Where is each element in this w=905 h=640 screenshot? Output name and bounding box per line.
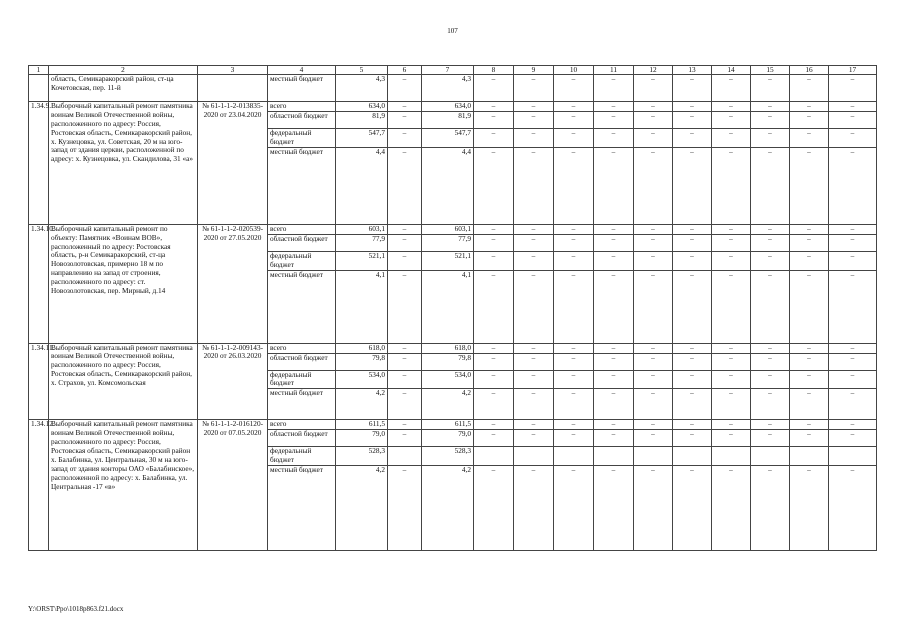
header-cell: 14 [712, 66, 751, 75]
value-col-5: 534,0 [336, 370, 388, 389]
value-col-15: – [751, 430, 790, 447]
value-col-13: – [673, 112, 712, 129]
value-col-6: – [388, 234, 422, 251]
value-col-11: – [594, 147, 634, 224]
value-col-14: – [712, 430, 751, 447]
value-col-10: – [554, 420, 594, 430]
value-col-9: – [514, 353, 554, 370]
value-col-11: – [594, 389, 634, 420]
value-col-13 [673, 447, 712, 466]
value-col-16: – [790, 370, 829, 389]
value-col-12: – [634, 102, 673, 112]
value-col-11: – [594, 102, 634, 112]
value-col-9: – [514, 370, 554, 389]
header-cell: 3 [198, 66, 268, 75]
value-col-7: 79,0 [422, 430, 474, 447]
value-col-11: – [594, 75, 634, 102]
value-col-9: – [514, 112, 554, 129]
value-col-16: – [790, 112, 829, 129]
file-path-footer: Y:\ORST\Ppo\1018p863.f21.docx [28, 605, 124, 613]
value-col-5: 4,3 [336, 75, 388, 102]
value-col-13: – [673, 147, 712, 224]
value-col-14: – [712, 112, 751, 129]
value-col-8: – [474, 147, 514, 224]
value-col-17: – [829, 75, 877, 102]
value-col-11: – [594, 112, 634, 129]
value-col-14: – [712, 466, 751, 551]
header-cell: 15 [751, 66, 790, 75]
funding-source: всего [268, 343, 336, 353]
value-col-15: – [751, 75, 790, 102]
value-col-6: – [388, 466, 422, 551]
value-col-10: – [554, 370, 594, 389]
value-col-13: – [673, 466, 712, 551]
budget-table [28, 65, 877, 551]
value-col-5: 618,0 [336, 343, 388, 353]
value-col-10: – [554, 389, 594, 420]
value-col-12: – [634, 343, 673, 353]
value-col-14: – [712, 343, 751, 353]
value-col-13: – [673, 430, 712, 447]
value-col-14: – [712, 270, 751, 343]
funding-source: всего [268, 102, 336, 112]
value-col-15: – [751, 370, 790, 389]
header-cell: 5 [336, 66, 388, 75]
value-col-12: – [634, 251, 673, 270]
value-col-10: – [554, 102, 594, 112]
value-col-14: – [712, 420, 751, 430]
value-col-16: – [790, 129, 829, 148]
value-col-15 [751, 447, 790, 466]
value-col-6: – [388, 102, 422, 112]
value-col-15: – [751, 251, 790, 270]
value-col-13: – [673, 343, 712, 353]
value-col-5: 79,0 [336, 430, 388, 447]
value-col-6: – [388, 343, 422, 353]
value-col-6: – [388, 270, 422, 343]
value-col-6: – [388, 224, 422, 234]
value-col-17: – [829, 112, 877, 129]
funding-source: федеральный бюджет [268, 447, 336, 466]
funding-source: всего [268, 224, 336, 234]
value-col-6: – [388, 430, 422, 447]
value-col-12: – [634, 430, 673, 447]
registration-number: № 61-1-1-2-013835-2020 от 23.04.2020 [198, 102, 268, 225]
value-col-15: – [751, 129, 790, 148]
value-col-12: – [634, 389, 673, 420]
value-col-10 [554, 447, 594, 466]
value-col-16: – [790, 343, 829, 353]
value-col-6: – [388, 420, 422, 430]
value-col-13: – [673, 102, 712, 112]
row-number: 1.34.9. [29, 102, 49, 225]
value-col-7: 521,1 [422, 251, 474, 270]
value-col-10: – [554, 112, 594, 129]
header-cell: 16 [790, 66, 829, 75]
value-col-11: – [594, 466, 634, 551]
value-col-15: – [751, 234, 790, 251]
value-col-5: 528,3 [336, 447, 388, 466]
value-col-17: – [829, 102, 877, 112]
value-col-8: – [474, 112, 514, 129]
value-col-9: – [514, 466, 554, 551]
value-col-16: – [790, 353, 829, 370]
value-col-6: – [388, 112, 422, 129]
value-col-14: – [712, 251, 751, 270]
header-cell: 11 [594, 66, 634, 75]
value-col-11: – [594, 420, 634, 430]
value-col-5: 81,9 [336, 112, 388, 129]
value-col-16: – [790, 466, 829, 551]
value-col-8: – [474, 129, 514, 148]
value-col-6: – [388, 353, 422, 370]
value-col-7: 77,9 [422, 234, 474, 251]
value-col-6: – [388, 129, 422, 148]
value-col-15: – [751, 270, 790, 343]
value-col-5: 4,4 [336, 147, 388, 224]
value-col-10: – [554, 430, 594, 447]
value-col-12: – [634, 420, 673, 430]
value-col-11: – [594, 234, 634, 251]
value-col-8: – [474, 251, 514, 270]
value-col-15: – [751, 353, 790, 370]
object-name: область, Семикаракорский район, ст-ца Кочетовская, пер. 11-й [49, 75, 198, 102]
value-col-15: – [751, 224, 790, 234]
funding-source: местный бюджет [268, 389, 336, 420]
value-col-16: – [790, 147, 829, 224]
value-col-16: – [790, 430, 829, 447]
value-col-14 [712, 447, 751, 466]
funding-source: федеральный бюджет [268, 251, 336, 270]
value-col-11: – [594, 224, 634, 234]
value-col-8 [474, 447, 514, 466]
value-col-14: – [712, 389, 751, 420]
value-col-7: 618,0 [422, 343, 474, 353]
value-col-16: – [790, 234, 829, 251]
object-name: Выборочный капитальный ремонт памятника воинам Великой Отечественной войны, расположенного по адресу: Россия, Ростовская область, Семикаракорский район, х. Кузнецовка, ул. Советская, 20 м на юго-запад от здания церкви, расположенной по адресу: х. Кузнецовка, ул. Скандилова, 31 «а» [49, 102, 198, 225]
object-name: Выборочный капитальный ремонт памятника воинам Великой Отечественной войны, расположенного по адресу: Россия, Ростовская область, Семикаракорский район х. Балабинка, ул. Центральная, 30 м на юго-запад от здания конторы ОАО «Балабинское», расположенной по адресу: х. Балабинка, ул. Центральная -17 «в» [49, 420, 198, 551]
value-col-9: – [514, 102, 554, 112]
value-col-13: – [673, 75, 712, 102]
value-col-11: – [594, 343, 634, 353]
registration-number: № 61-1-1-2-016120-2020 от 07.05.2020 [198, 420, 268, 551]
funding-source: областной бюджет [268, 353, 336, 370]
value-col-6: – [388, 75, 422, 102]
value-col-8: – [474, 102, 514, 112]
value-col-13: – [673, 370, 712, 389]
header-cell: 7 [422, 66, 474, 75]
value-col-5: 611,5 [336, 420, 388, 430]
header-cell: 10 [554, 66, 594, 75]
funding-source: федеральный бюджет [268, 370, 336, 389]
funding-source: местный бюджет [268, 147, 336, 224]
value-col-12: – [634, 234, 673, 251]
value-col-12: – [634, 112, 673, 129]
value-col-5: 79,8 [336, 353, 388, 370]
value-col-9: – [514, 343, 554, 353]
value-col-6: – [388, 251, 422, 270]
value-col-16: – [790, 420, 829, 430]
value-col-8: – [474, 430, 514, 447]
value-col-13: – [673, 251, 712, 270]
value-col-14: – [712, 370, 751, 389]
value-col-17: – [829, 353, 877, 370]
value-col-11: – [594, 353, 634, 370]
value-col-13: – [673, 353, 712, 370]
value-col-16 [790, 447, 829, 466]
value-col-7: 634,0 [422, 102, 474, 112]
value-col-9: – [514, 224, 554, 234]
row-number: 1.34.10. [29, 224, 49, 343]
value-col-17: – [829, 251, 877, 270]
value-col-15: – [751, 102, 790, 112]
funding-source: областной бюджет [268, 234, 336, 251]
value-col-5: 547,7 [336, 129, 388, 148]
value-col-10: – [554, 466, 594, 551]
table-row [29, 102, 877, 112]
value-col-10: – [554, 75, 594, 102]
value-col-16: – [790, 270, 829, 343]
header-cell: 12 [634, 66, 673, 75]
value-col-11: – [594, 251, 634, 270]
value-col-9: – [514, 430, 554, 447]
value-col-8: – [474, 343, 514, 353]
value-col-15: – [751, 343, 790, 353]
funding-source: всего [268, 420, 336, 430]
value-col-7: 528,3 [422, 447, 474, 466]
funding-source: федеральный бюджет [268, 129, 336, 148]
row-number: 1.34.12. [29, 420, 49, 551]
value-col-17 [829, 447, 877, 466]
row-number [29, 75, 49, 102]
value-col-15: – [751, 389, 790, 420]
value-col-6 [388, 447, 422, 466]
value-col-15: – [751, 466, 790, 551]
value-col-9: – [514, 75, 554, 102]
funding-source: местный бюджет [268, 270, 336, 343]
value-col-10: – [554, 343, 594, 353]
value-col-6: – [388, 389, 422, 420]
registration-number: № 61-1-1-2-009143-2020 от 26.03.2020 [198, 343, 268, 420]
value-col-17: – [829, 389, 877, 420]
value-col-17: – [829, 147, 877, 224]
value-col-17: – [829, 270, 877, 343]
value-col-17: – [829, 466, 877, 551]
header-cell: 4 [268, 66, 336, 75]
value-col-8: – [474, 420, 514, 430]
value-col-11: – [594, 430, 634, 447]
value-col-17: – [829, 430, 877, 447]
value-col-11: – [594, 270, 634, 343]
value-col-8: – [474, 353, 514, 370]
funding-source: местный бюджет [268, 466, 336, 551]
value-col-10: – [554, 129, 594, 148]
value-col-5: 4,2 [336, 466, 388, 551]
registration-number: № 61-1-1-2-020539-2020 от 27.05.2020 [198, 224, 268, 343]
value-col-10: – [554, 353, 594, 370]
value-col-7: 4,1 [422, 270, 474, 343]
value-col-13: – [673, 389, 712, 420]
value-col-8: – [474, 224, 514, 234]
header-cell: 17 [829, 66, 877, 75]
value-col-5: 603,1 [336, 224, 388, 234]
header-cell: 8 [474, 66, 514, 75]
value-col-14: – [712, 234, 751, 251]
value-col-9: – [514, 389, 554, 420]
value-col-12: – [634, 353, 673, 370]
value-col-13: – [673, 270, 712, 343]
funding-source: областной бюджет [268, 430, 336, 447]
value-col-16: – [790, 224, 829, 234]
value-col-5: 634,0 [336, 102, 388, 112]
value-col-8: – [474, 466, 514, 551]
value-col-12: – [634, 270, 673, 343]
value-col-7: 79,8 [422, 353, 474, 370]
value-col-11 [594, 447, 634, 466]
value-col-5: 4,1 [336, 270, 388, 343]
value-col-9: – [514, 270, 554, 343]
value-col-7: 4,4 [422, 147, 474, 224]
page-number: 107 [447, 27, 458, 35]
value-col-14: – [712, 353, 751, 370]
value-col-12: – [634, 370, 673, 389]
object-name: Выборочный капитальный ремонт памятника воинам Великой Отечественной войны, расположенного по адресу: Россия, Ростовская область, Семикаракорский район, х. Страхов, ул. Комсомольская [49, 343, 198, 420]
value-col-5: 77,9 [336, 234, 388, 251]
value-col-17: – [829, 234, 877, 251]
table-row [29, 224, 877, 234]
funding-source: областной бюджет [268, 112, 336, 129]
value-col-9: – [514, 129, 554, 148]
value-col-13: – [673, 234, 712, 251]
header-cell: 2 [49, 66, 198, 75]
value-col-11: – [594, 370, 634, 389]
value-col-8: – [474, 234, 514, 251]
value-col-10: – [554, 234, 594, 251]
value-col-8: – [474, 389, 514, 420]
value-col-6: – [388, 370, 422, 389]
funding-source: местный бюджет [268, 75, 336, 102]
value-col-13: – [673, 224, 712, 234]
value-col-8: – [474, 270, 514, 343]
value-col-10: – [554, 147, 594, 224]
value-col-9: – [514, 251, 554, 270]
value-col-9: – [514, 234, 554, 251]
header-cell: 13 [673, 66, 712, 75]
value-col-10: – [554, 251, 594, 270]
value-col-5: 4,2 [336, 389, 388, 420]
value-col-15: – [751, 420, 790, 430]
header-cell: 6 [388, 66, 422, 75]
value-col-7: 4,3 [422, 75, 474, 102]
value-col-14: – [712, 147, 751, 224]
value-col-12: – [634, 147, 673, 224]
value-col-9: – [514, 420, 554, 430]
value-col-7: 611,5 [422, 420, 474, 430]
value-col-7: 4,2 [422, 389, 474, 420]
value-col-11: – [594, 129, 634, 148]
value-col-16: – [790, 75, 829, 102]
value-col-7: 603,1 [422, 224, 474, 234]
value-col-17: – [829, 420, 877, 430]
registration-number [198, 75, 268, 102]
value-col-16: – [790, 389, 829, 420]
value-col-12: – [634, 75, 673, 102]
value-col-17: – [829, 224, 877, 234]
value-col-6: – [388, 147, 422, 224]
value-col-16: – [790, 251, 829, 270]
value-col-7: 547,7 [422, 129, 474, 148]
value-col-8: – [474, 75, 514, 102]
value-col-8: – [474, 370, 514, 389]
header-cell: 9 [514, 66, 554, 75]
value-col-15: – [751, 147, 790, 224]
table-row [29, 420, 877, 430]
value-col-7: 4,2 [422, 466, 474, 551]
value-col-13: – [673, 129, 712, 148]
value-col-9: – [514, 147, 554, 224]
table-row [29, 75, 877, 102]
value-col-10: – [554, 224, 594, 234]
value-col-12: – [634, 224, 673, 234]
value-col-7: 81,9 [422, 112, 474, 129]
value-col-14: – [712, 224, 751, 234]
value-col-16: – [790, 102, 829, 112]
value-col-9 [514, 447, 554, 466]
value-col-12: – [634, 466, 673, 551]
object-name: Выборочный капитальный ремонт по объекту: Памятник «Воинам ВОВ», расположенный по адресу: Ростовская область, р-н Семикаракорский, ст-ца Новозолотовская, примерно 18 м по направлению на запад от строения, расположенного по адресу: ст. Новозолотовская, пер. Мирный, д.14 [49, 224, 198, 343]
value-col-12 [634, 447, 673, 466]
value-col-7: 534,0 [422, 370, 474, 389]
value-col-12: – [634, 129, 673, 148]
value-col-17: – [829, 343, 877, 353]
table-row [29, 343, 877, 353]
value-col-14: – [712, 102, 751, 112]
value-col-13: – [673, 420, 712, 430]
value-col-5: 521,1 [336, 251, 388, 270]
value-col-14: – [712, 75, 751, 102]
row-number: 1.34.11. [29, 343, 49, 420]
value-col-17: – [829, 129, 877, 148]
value-col-15: – [751, 112, 790, 129]
value-col-17: – [829, 370, 877, 389]
value-col-10: – [554, 270, 594, 343]
value-col-14: – [712, 129, 751, 148]
header-cell: 1 [29, 66, 49, 75]
